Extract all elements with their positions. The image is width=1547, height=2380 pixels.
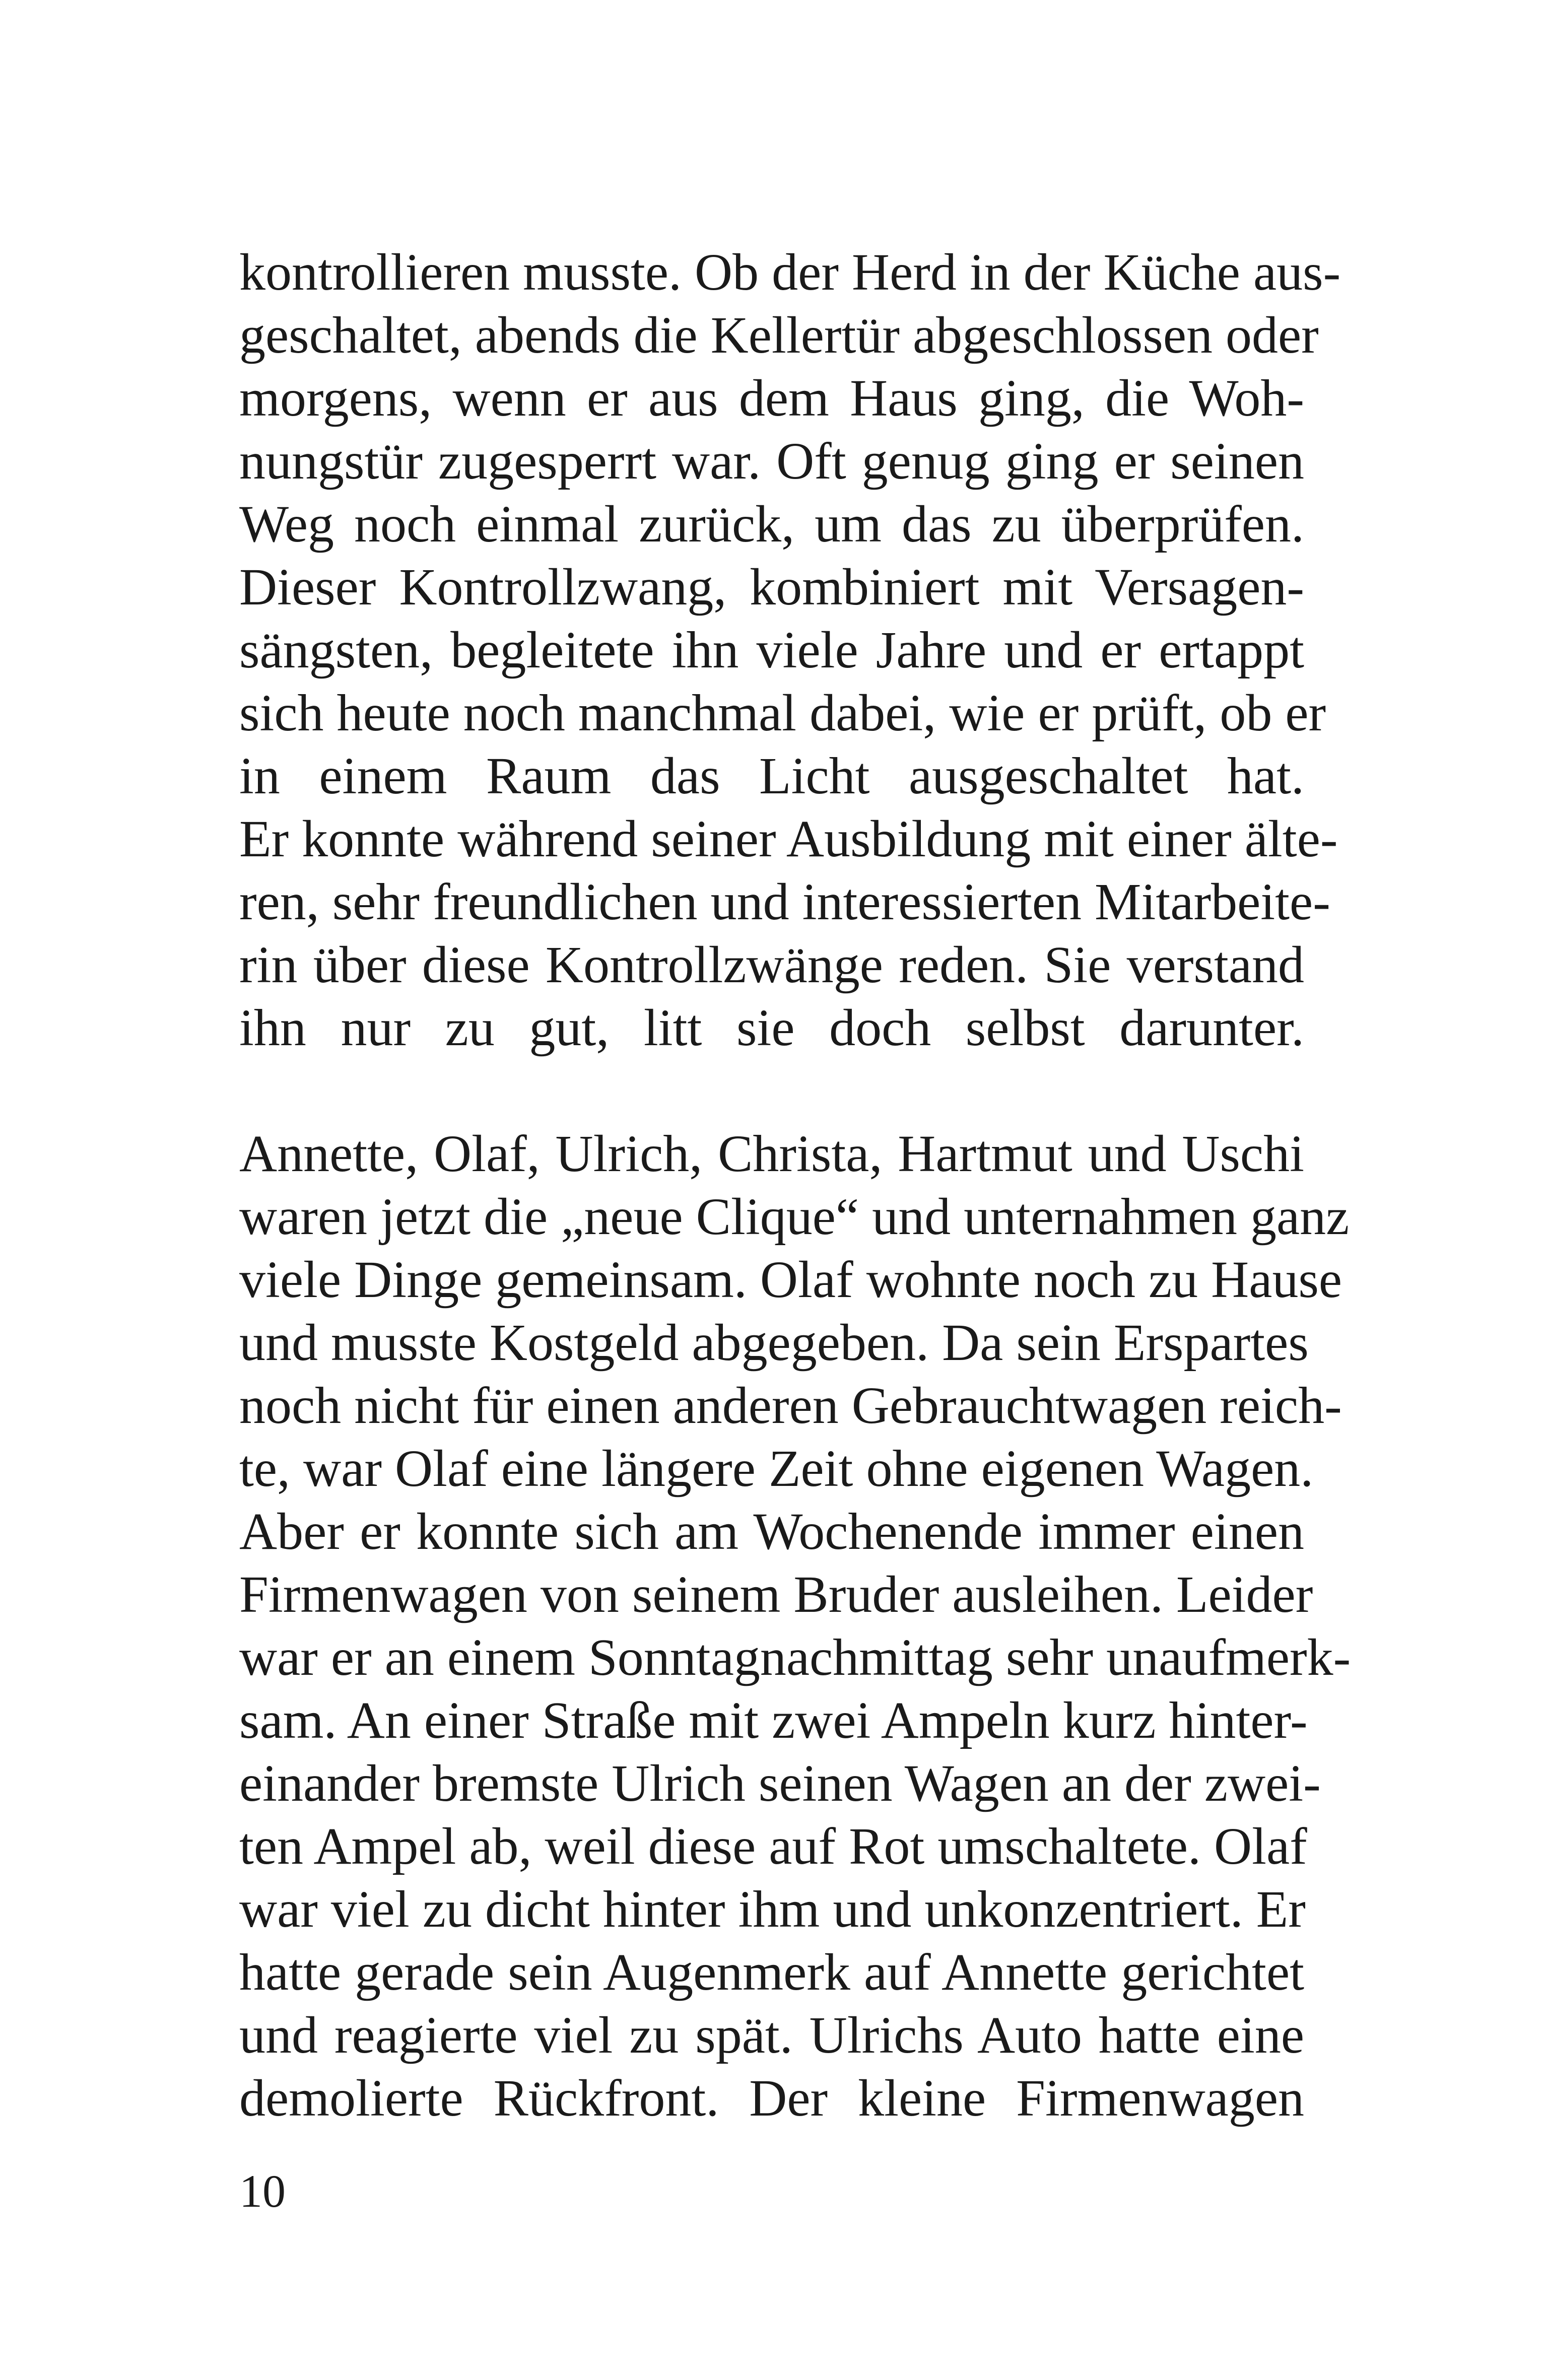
text-line: einander bremste Ulrich seinen Wagen an der zwei- (239, 1754, 1321, 1812)
text-line: in einem Raum das Licht ausgeschaltet hat. (239, 747, 1304, 805)
text-line: ihn nur zu gut, litt sie doch selbst darunter. (239, 999, 1304, 1057)
text-line: te, war Olaf eine längere Zeit ohne eigenen Wagen. (239, 1440, 1314, 1498)
page-number: 10 (239, 2165, 286, 2217)
text-line: geschaltet, abends die Kellertür abgeschlossen oder (239, 306, 1319, 364)
text-line: waren jetzt die „neue Clique“ und unternahmen ganz (239, 1188, 1350, 1246)
text-line: nungstür zugesperrt war. Oft genug ging er seinen (239, 432, 1304, 490)
text-line: ren, sehr freundlichen und interessierten Mitarbeite- (239, 873, 1330, 931)
text-line: war viel zu dicht hinter ihm und unkonzentriert. Er (239, 1880, 1306, 1938)
text-line: und reagierte viel zu spät. Ulrichs Auto hatte eine (239, 2006, 1304, 2064)
text-line: hatte gerade sein Augenmerk auf Annette gerichtet (239, 1943, 1304, 2001)
text-line: war er an einem Sonntagnachmittag sehr unaufmerk- (239, 1628, 1351, 1686)
text-line: Er konnte während seiner Ausbildung mit einer älte- (239, 810, 1338, 868)
text-line: sam. An einer Straße mit zwei Ampeln kurz hinter- (239, 1691, 1308, 1749)
text-line: demolierte Rückfront. Der kleine Firmenwagen (239, 2069, 1304, 2127)
text-line: sich heute noch manchmal dabei, wie er prüft, ob er (239, 684, 1326, 742)
text-line: und musste Kostgeld abgegeben. Da sein Erspartes (239, 1314, 1309, 1372)
text-line: Firmenwagen von seinem Bruder ausleihen. Leider (239, 1566, 1313, 1623)
text-line: kontrollieren musste. Ob der Herd in der Küche aus- (239, 243, 1341, 301)
text-line: rin über diese Kontrollzwänge reden. Sie verstand (239, 936, 1304, 994)
text-line: viele Dinge gemeinsam. Olaf wohnte noch zu Hause (239, 1251, 1342, 1309)
text-line: Aber er konnte sich am Wochenende immer einen (239, 1503, 1304, 1560)
text-line: morgens, wenn er aus dem Haus ging, die Woh- (239, 369, 1304, 427)
paragraph (239, 241, 1341, 1059)
text-line: Dieser Kontrollzwang, kombiniert mit Versagen- (239, 558, 1304, 616)
text-line: noch nicht für einen anderen Gebrauchtwagen reich- (239, 1377, 1342, 1435)
text-line: ten Ampel ab, weil diese auf Rot umschaltete. Olaf (239, 1817, 1307, 1875)
text-line: Annette, Olaf, Ulrich, Christa, Hartmut und Uschi (239, 1125, 1304, 1183)
text-line: Weg noch einmal zurück, um das zu überprüfen. (239, 495, 1304, 553)
paragraph (239, 1122, 1351, 2130)
text-line: sängsten, begleitete ihn viele Jahre und er ertappt (239, 621, 1304, 679)
